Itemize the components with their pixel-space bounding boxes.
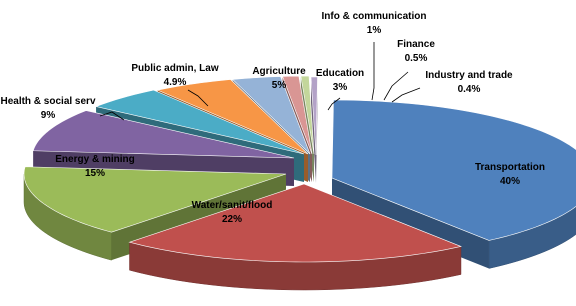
leader-line-finance (384, 72, 408, 100)
value-industry-and-trade: 0.4% (457, 84, 481, 95)
value-agriculture: 5% (271, 80, 287, 91)
label-agriculture: Agriculture (252, 66, 306, 77)
label-industry-and-trade: Industry and trade (425, 70, 513, 81)
value-health-social-serv: 9% (40, 110, 56, 121)
label-transportation: Transportation (474, 162, 546, 173)
label-public-admin-law: Public admin, Law (131, 63, 219, 74)
value-water-sanit-flood: 22% (221, 214, 243, 225)
label-water-sanit-flood: Water/sanit/flood (191, 200, 273, 211)
value-education: 3% (332, 82, 348, 93)
value-info-communication: 1% (366, 25, 382, 36)
leader-line-industry-and-trade (392, 88, 420, 102)
value-finance: 0.5% (404, 53, 428, 64)
label-energy-mining: Energy & mining (55, 154, 135, 165)
label-info-communication: Info & communication (321, 11, 427, 22)
label-finance: Finance (397, 39, 435, 50)
leader-line-info-communication (372, 42, 374, 100)
label-health-social-serv: Health & social serv (0, 96, 96, 107)
label-education: Education (315, 68, 365, 79)
value-public-admin-law: 4.9% (163, 77, 187, 88)
value-energy-mining: 15% (84, 168, 106, 179)
value-transportation: 40% (499, 176, 521, 187)
